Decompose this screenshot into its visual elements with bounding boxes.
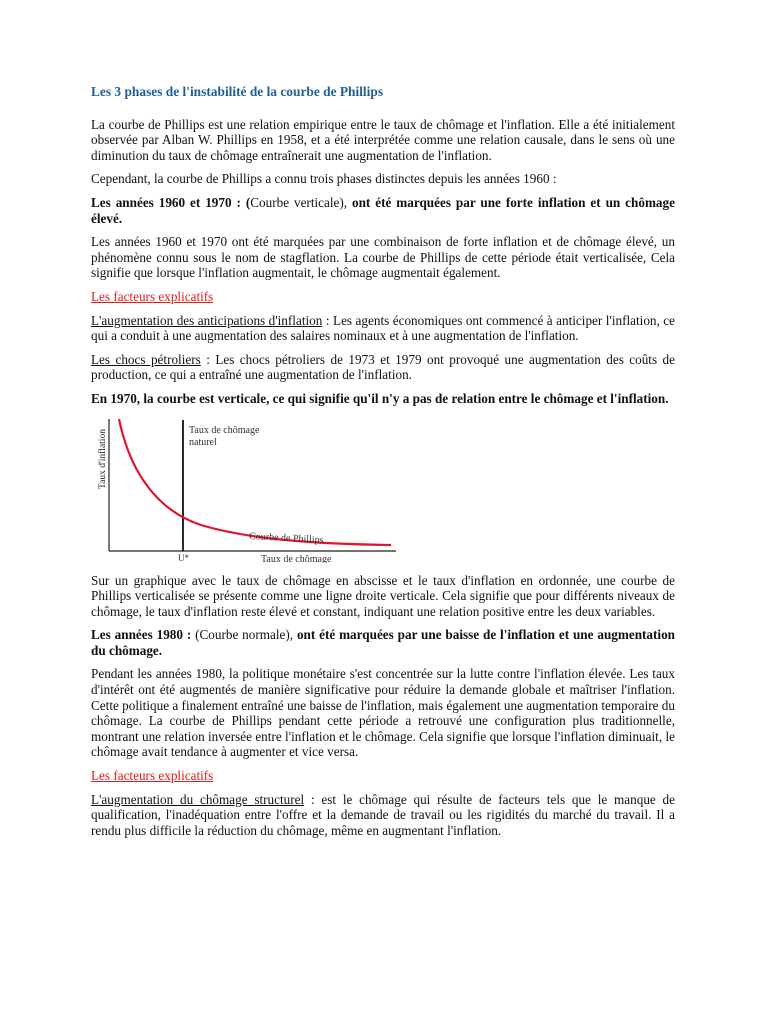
phase2-text: Pendant les années 1980, la politique monétaire s'est concentrée sur la lutte contre l'inflation élevée. Les taux d'intérêt ont été augmentés de manière significative pour réduire la demande globale et maîtriser l'inflation. Cette politique a finalement entraîné une baisse de l'inflation, mais également une augmentation temporaire du chômage. La courbe de Phillips pendant cette période a retrouvé une configuration plus traditionnelle, montrant une relation inversée entre l'inflation et le chômage. Cela signifie que lorsque l'inflation diminuait, le chômage avait tendance à augmenter et vice versa. [91, 666, 675, 760]
phase1-text: Les années 1960 et 1970 ont été marquées par une combinaison de forte inflation et de chômage élevé, un phénomène connu sous le nom de stagflation. La courbe de Phillips de cette période était verticalisée, Cela signifie que lorsque l'inflation augmentait, le chômage augmentait également. [91, 234, 675, 281]
phase1-heading-sep: ), [339, 194, 352, 210]
phase2-factors-label [91, 768, 675, 784]
phillips-curve-label: Courbe de Phillips [248, 530, 324, 546]
x-axis-label: Taux de chômage [261, 553, 332, 563]
phase2-heading-desc: ont été marquées par une baisse de l'inflation et une augmentation du chômage. [91, 627, 676, 658]
phase1-factor1-text: : Les agents économiques ont commencé à anticiper l'inflation, ce qui a conduit à une augmentation des salaires nominaux et à une augmentation de l'inflation. [91, 312, 676, 344]
phase1-heading-years: Les années 1960 et 1970 : ( [91, 194, 251, 210]
figure-caption: Sur un graphique avec le taux de chômage en abscisse et le taux d'inflation en ordonnée, une courbe de Phillips verticalisée se présente comme une ligne droite verticale. Cela signifie que pour différents niveaux de chômage, le taux d'inflation reste élevé et constant, indiquant une relation positive entre les deux variables. [91, 572, 675, 619]
document-title: Les 3 phases de l'instabilité de la courbe de Phillips [91, 84, 384, 99]
phase1-factors-label [91, 289, 675, 305]
phillips-curve-figure [91, 417, 401, 563]
intro-paragraph-2: Cependant, la courbe de Phillips a connu trois phases distinctes depuis les années 1960 : [91, 171, 557, 187]
document-page [91, 84, 675, 846]
phase1-factor1 [91, 313, 675, 344]
phillips-curve-line [119, 419, 391, 545]
phase1-factors-label-text: Les facteurs explicatifs [91, 288, 214, 304]
phase1-factor1-term: L'augmentation des anticipations d'inflation [91, 312, 323, 328]
phillips-curve-svg [91, 417, 401, 563]
phase1-heading [91, 195, 675, 226]
phase1-factor2-term: Les chocs pétroliers [91, 351, 201, 367]
phase2-factors-label-text: Les facteurs explicatifs [91, 768, 214, 784]
phase1-factor2-text: : Les chocs pétroliers de 1973 et 1979 ont provoqué une augmentation des coûts de production, ce qui a entraîné une augmentation de l'inflation. [91, 351, 675, 383]
phase1-factor2 [91, 352, 675, 383]
x-tick-u-star: U* [178, 552, 189, 563]
phase1-heading-type: Courbe verticale [250, 194, 340, 210]
phase2-factor1 [91, 792, 675, 839]
intro-paragraph: La courbe de Phillips est une relation empirique entre le taux de chômage et l'inflation. Elle a été initialement observée par Alban W. Phillips en 1958, et a été interprétée comme une relation causale, dans le sens où une diminution du taux de chômage entraînerait une augmentation de l'inflation. [91, 116, 675, 163]
phase2-heading-type: (Courbe normale), [195, 627, 297, 643]
y-axis-label: Taux d'inflation [98, 428, 108, 489]
natural-rate-label-2: naturel [189, 436, 217, 448]
phase2-heading [91, 627, 675, 658]
phase2-factor1-text: : est le chômage qui résulte de facteurs tels que le manque de qualification, l'inadéquation entre l'offre et la demande de travail ou les rigidités du marché du travail. Il a rendu plus difficile la réduction du chômage, même en augmentant l'inflation. [91, 791, 676, 838]
phase1-heading-desc: ont été marquées par une forte inflation et un chômage élevé. [91, 194, 675, 226]
natural-rate-label-1: Taux de chômage [189, 424, 260, 436]
phase2-heading-years: Les années 1980 : [91, 627, 196, 643]
phase1-conclusion: En 1970, la courbe est verticale, ce qui signifie qu'il n'y a pas de relation entre le chômage et l'inflation. [91, 390, 669, 406]
phase2-factor1-term: L'augmentation du chômage structurel [91, 791, 305, 807]
